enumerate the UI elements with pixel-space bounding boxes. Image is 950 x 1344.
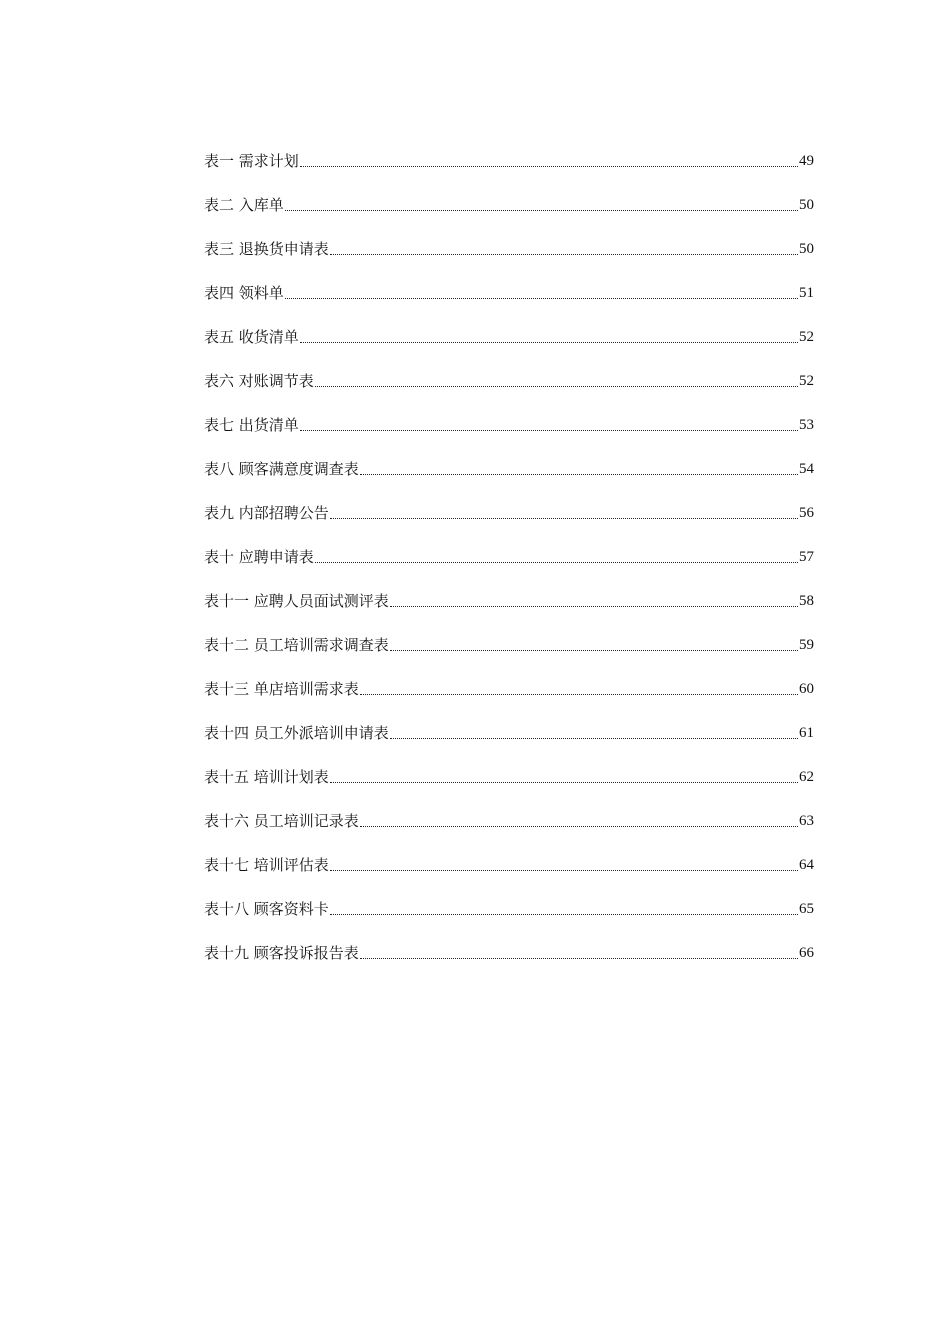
toc-entry[interactable]: [204, 304, 814, 348]
toc-entry-page: 52: [799, 329, 814, 345]
toc-dot-leader: [360, 474, 798, 475]
toc-entry-label: 表七 出货清单: [204, 416, 299, 434]
toc-entry-page: 59: [799, 637, 814, 653]
toc-entry-page: 58: [799, 593, 814, 609]
toc-entry[interactable]: [204, 612, 814, 656]
table-of-contents: [204, 128, 814, 964]
toc-dot-leader: [315, 386, 798, 387]
toc-dot-leader: [330, 870, 798, 871]
toc-entry[interactable]: [204, 480, 814, 524]
toc-dot-leader: [300, 166, 798, 167]
toc-dot-leader: [360, 958, 798, 959]
toc-dot-leader: [390, 738, 798, 739]
toc-entry[interactable]: [204, 744, 814, 788]
toc-entry[interactable]: [204, 700, 814, 744]
toc-entry-page: 49: [799, 153, 814, 169]
toc-entry-page: 64: [799, 857, 814, 873]
toc-entry-page: 61: [799, 725, 814, 741]
toc-entry-label: 表三 退换货申请表: [204, 240, 329, 258]
toc-entry-label: 表十八 顾客资料卡: [204, 900, 329, 918]
toc-entry-label: 表十五 培训计划表: [204, 768, 329, 786]
toc-entry[interactable]: [204, 172, 814, 216]
toc-dot-leader: [330, 914, 798, 915]
toc-entry-page: 53: [799, 417, 814, 433]
toc-dot-leader: [285, 210, 798, 211]
toc-entry-label: 表九 内部招聘公告: [204, 504, 329, 522]
toc-entry[interactable]: [204, 216, 814, 260]
toc-dot-leader: [330, 782, 798, 783]
toc-entry-page: 65: [799, 901, 814, 917]
toc-entry-label: 表五 收货清单: [204, 328, 299, 346]
toc-entry-page: 66: [799, 945, 814, 961]
toc-entry[interactable]: [204, 128, 814, 172]
toc-entry-page: 51: [799, 285, 814, 301]
toc-entry[interactable]: [204, 348, 814, 392]
toc-entry[interactable]: [204, 260, 814, 304]
toc-entry[interactable]: [204, 568, 814, 612]
toc-entry-label: 表十二 员工培训需求调查表: [204, 636, 389, 654]
toc-entry-page: 52: [799, 373, 814, 389]
toc-dot-leader: [360, 826, 798, 827]
toc-entry[interactable]: [204, 920, 814, 964]
toc-entry-page: 50: [799, 197, 814, 213]
toc-entry-label: 表十七 培训评估表: [204, 856, 329, 874]
toc-entry-page: 50: [799, 241, 814, 257]
toc-entry[interactable]: [204, 392, 814, 436]
toc-entry-label: 表四 领料单: [204, 284, 284, 302]
toc-entry[interactable]: [204, 656, 814, 700]
toc-entry-page: 54: [799, 461, 814, 477]
toc-entry-label: 表十一 应聘人员面试测评表: [204, 592, 389, 610]
toc-entry-label: 表六 对账调节表: [204, 372, 314, 390]
toc-entry[interactable]: [204, 876, 814, 920]
toc-entry-label: 表十三 单店培训需求表: [204, 680, 359, 698]
toc-entry-label: 表十六 员工培训记录表: [204, 812, 359, 830]
toc-dot-leader: [315, 562, 798, 563]
toc-dot-leader: [390, 606, 798, 607]
toc-entry[interactable]: [204, 524, 814, 568]
toc-dot-leader: [390, 650, 798, 651]
toc-entry-label: 表十九 顾客投诉报告表: [204, 944, 359, 962]
toc-entry[interactable]: [204, 832, 814, 876]
toc-dot-leader: [330, 518, 798, 519]
toc-entry-label: 表一 需求计划: [204, 152, 299, 170]
toc-entry-page: 56: [799, 505, 814, 521]
toc-entry[interactable]: [204, 436, 814, 480]
toc-entry-label: 表二 入库单: [204, 196, 284, 214]
toc-entry-label: 表十 应聘申请表: [204, 548, 314, 566]
toc-dot-leader: [360, 694, 798, 695]
toc-entry-label: 表十四 员工外派培训申请表: [204, 724, 389, 742]
toc-dot-leader: [300, 342, 798, 343]
toc-dot-leader: [285, 298, 798, 299]
toc-entry-page: 63: [799, 813, 814, 829]
toc-entry-page: 60: [799, 681, 814, 697]
toc-entry-label: 表八 顾客满意度调查表: [204, 460, 359, 478]
toc-dot-leader: [330, 254, 798, 255]
toc-entry-page: 62: [799, 769, 814, 785]
toc-dot-leader: [300, 430, 798, 431]
toc-entry[interactable]: [204, 788, 814, 832]
toc-entry-page: 57: [799, 549, 814, 565]
